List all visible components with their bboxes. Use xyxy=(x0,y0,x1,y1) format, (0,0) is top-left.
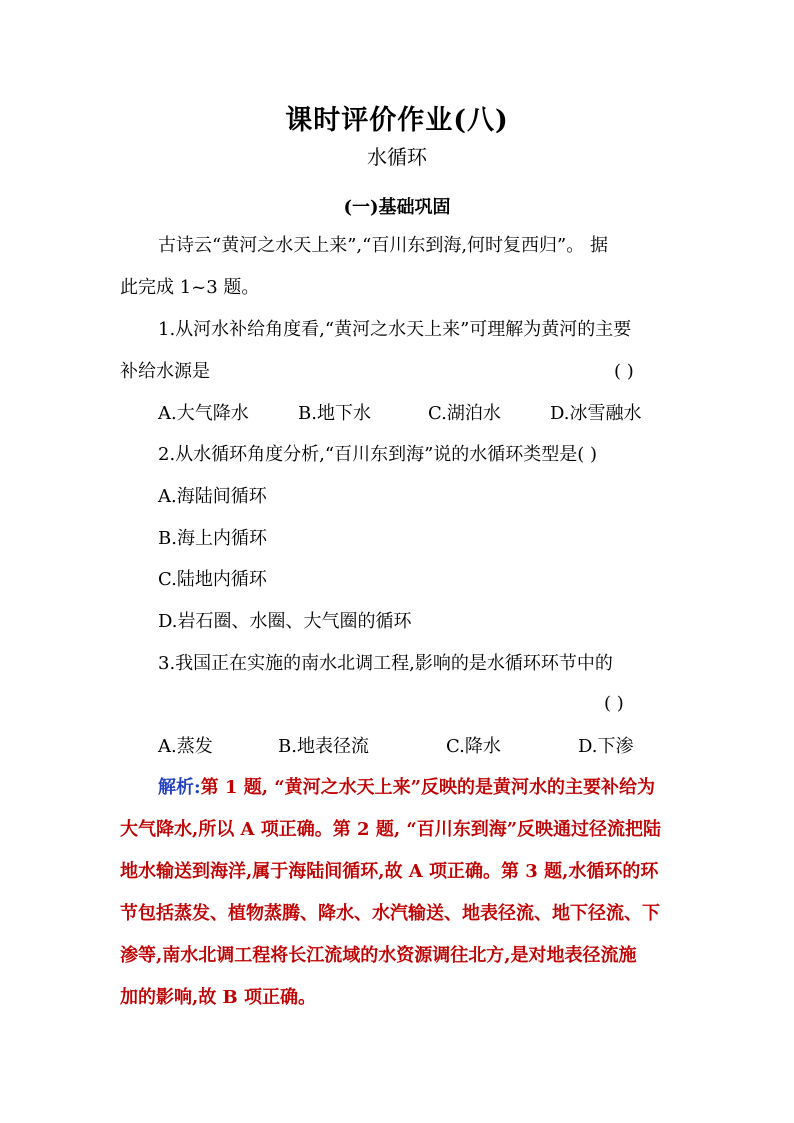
intro-line-2: 此完成 1~3 题。 xyxy=(120,277,260,298)
analysis-line-2: 大气降水,所以 A 项正确。第 2 题, “百川东到海”反映通过径流把陆 xyxy=(120,819,662,840)
intro-line-1: 古诗云“黄河之水天上来”,“百川东到海,何时复西归”。 据 xyxy=(158,235,608,256)
q1-option-b: B.地下水 xyxy=(298,403,371,424)
analysis-label: 解析: xyxy=(158,777,201,798)
q1-option-c: C.湖泊水 xyxy=(428,403,501,424)
q2-option-d: D.岩石圈、水圈、大气圈的循环 xyxy=(158,611,412,632)
page-subtitle: 水循环 xyxy=(367,145,427,169)
q1-stem-line-1: 1.从河水补给角度看,“黄河之水天上来”可理解为黄河的主要 xyxy=(158,319,632,340)
q3-option-d: D.下渗 xyxy=(578,736,634,757)
page-title: 课时评价作业(八) xyxy=(285,105,509,136)
q3-answer-blank: ( ) xyxy=(604,693,624,714)
section-heading: (一)基础巩固 xyxy=(343,197,451,218)
analysis-line-1 xyxy=(158,776,676,800)
q2-option-a: A.海陆间循环 xyxy=(158,486,267,507)
q2-option-c: C.陆地内循环 xyxy=(158,569,267,590)
q1-option-d: D.冰雪融水 xyxy=(550,403,642,424)
analysis-line-3: 地水输送到海洋,属于海陆间循环,故 A 项正确。第 3 题,水循环的环 xyxy=(120,861,659,882)
analysis-text-1: 第 1 题, “黄河之水天上来”反映的是黄河水的主要补给为 xyxy=(200,777,655,798)
q1-option-a: A.大气降水 xyxy=(158,403,249,424)
analysis-line-6: 加的影响,故 B 项正确。 xyxy=(120,987,317,1008)
q1-answer-blank: ( ) xyxy=(614,361,634,382)
q2-option-b: B.海上内循环 xyxy=(158,528,267,549)
analysis-line-4: 节包括蒸发、植物蒸腾、降水、水汽输送、地表径流、地下径流、下 xyxy=(120,903,660,924)
q3-stem: 3.我国正在实施的南水北调工程,影响的是水循环环节中的 xyxy=(158,653,613,674)
q3-option-c: C.降水 xyxy=(446,736,501,757)
q3-option-a: A.蒸发 xyxy=(158,736,213,757)
q2-stem: 2.从水循环角度分析,“百川东到海”说的水循环类型是( ) xyxy=(158,444,598,465)
q1-stem-line-2: 补给水源是 xyxy=(120,361,210,382)
q3-option-b: B.地表径流 xyxy=(278,736,369,757)
analysis-line-5: 渗等,南水北调工程将长江流域的水资源调往北方,是对地表径流施 xyxy=(120,945,637,966)
